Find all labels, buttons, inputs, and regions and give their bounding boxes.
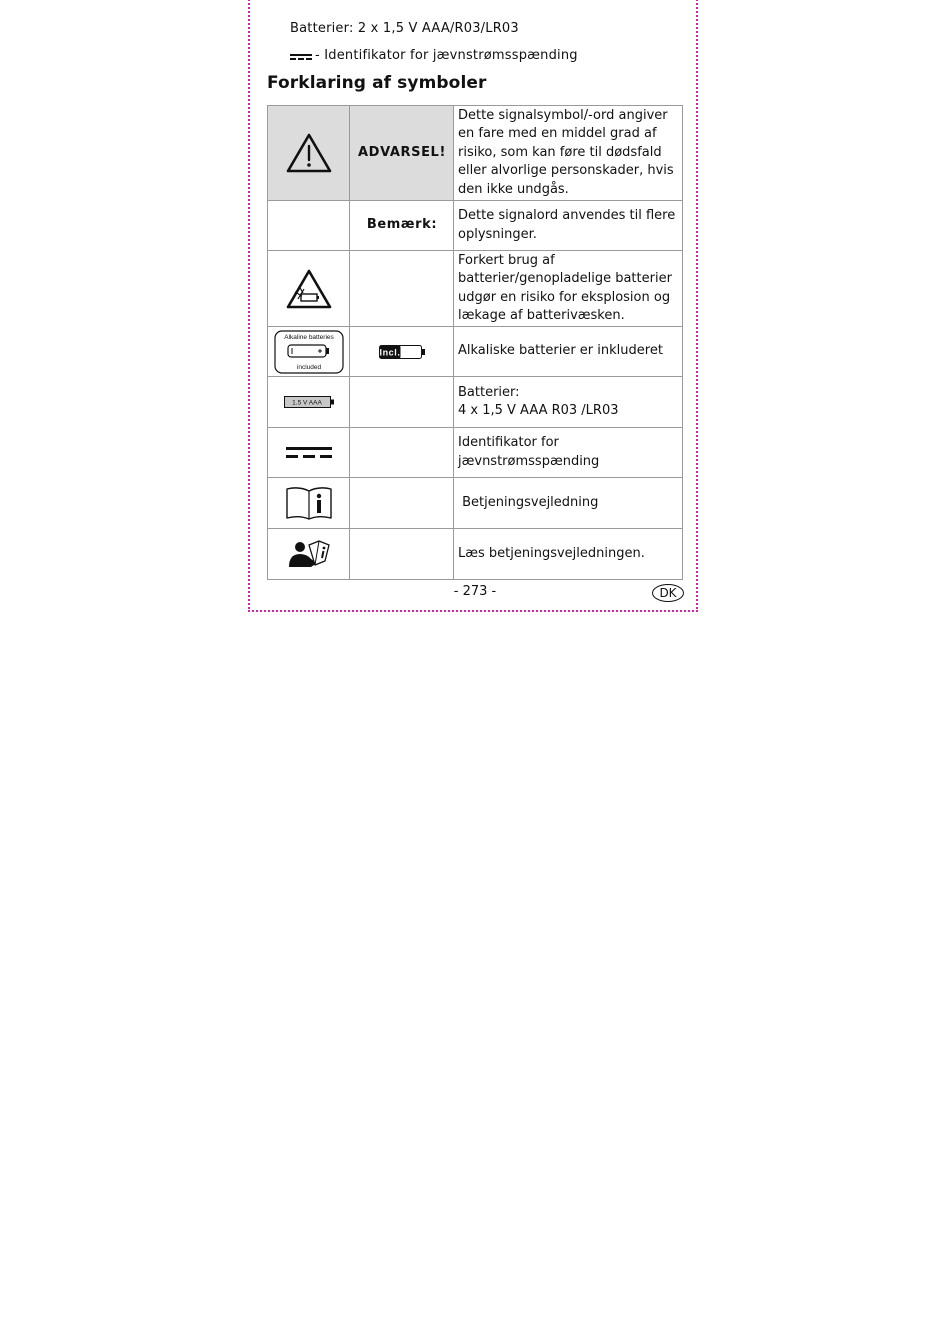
table-row xyxy=(268,529,683,580)
symbols-table xyxy=(267,105,683,580)
battery-explosion-warning-icon xyxy=(272,268,346,310)
table-row xyxy=(268,327,683,377)
signal-word-cell xyxy=(350,251,454,327)
alkaline-label-text: Alkaline batteries xyxy=(284,333,334,341)
symbol-cell xyxy=(268,106,350,201)
included-label-text: included xyxy=(296,363,322,371)
battery-spec-line: Batterier: 2 x 1,5 V AAA/R03/LR03 xyxy=(290,21,519,36)
page-number: - 273 - xyxy=(453,584,497,599)
table-row xyxy=(268,478,683,529)
description-cell xyxy=(454,377,683,428)
signal-word-cell xyxy=(350,327,454,377)
symbol-cell xyxy=(268,529,350,580)
symbol-cell xyxy=(268,251,350,327)
description-cell: Alkaliske batterier er inkluderet xyxy=(454,327,683,377)
signal-word-cell: Bemærk: xyxy=(350,201,454,251)
alkaline-batteries-included-icon xyxy=(272,330,346,374)
description-line: Identifikator for xyxy=(458,435,559,450)
symbol-cell xyxy=(268,377,350,428)
description-line: jævnstrømsspænding xyxy=(458,453,600,469)
country-code-badge: DK xyxy=(652,584,684,602)
table-row xyxy=(268,106,683,201)
description-line: Batterier: xyxy=(458,384,520,400)
description-cell xyxy=(454,428,683,478)
symbol-cell xyxy=(268,428,350,478)
incl-battery-icon xyxy=(354,345,450,359)
description-cell: Læs betjeningsvejledningen. xyxy=(454,529,683,580)
table-row xyxy=(268,201,683,251)
description-cell: Betjeningsvejledning xyxy=(454,478,683,529)
dc-voltage-icon xyxy=(272,447,346,459)
signal-word-cell xyxy=(350,377,454,428)
signal-word-cell: ADVARSEL! xyxy=(350,106,454,201)
signal-word-cell xyxy=(350,529,454,580)
dc-identifier-line xyxy=(290,48,578,63)
table-row xyxy=(268,377,683,428)
description-cell: Forkert brug af batterier/genopladelige batterier udgør en risiko for eksplosion og lækage af batterivæsken. xyxy=(454,251,683,327)
warning-triangle-icon xyxy=(272,132,346,174)
description-cell: Dette signalsymbol/-ord angiver en fare med en middel grad af risiko, som kan føre til dødsfald eller alvorlige personskader, hvis den ikke undgås. xyxy=(454,106,683,201)
table-row xyxy=(268,428,683,478)
table-row xyxy=(268,251,683,327)
symbol-cell xyxy=(268,201,350,251)
dc-voltage-mini-icon xyxy=(290,54,312,60)
aaa-battery-icon xyxy=(272,396,346,408)
symbol-cell xyxy=(268,327,350,377)
description-cell: Dette signalord anvendes til flere oplysninger. xyxy=(454,201,683,251)
dc-identifier-text: - Identifikator for jævnstrømsspænding xyxy=(315,48,578,63)
description-line: 4 x 1,5 V AAA R03 /LR03 xyxy=(458,403,619,418)
aaa-battery-label: 1.5 V AAA xyxy=(292,399,322,407)
signal-word-cell xyxy=(350,428,454,478)
incl-label-text: Incl. xyxy=(379,347,401,357)
symbol-cell xyxy=(268,478,350,529)
read-manual-icon xyxy=(272,539,346,569)
instruction-manual-icon xyxy=(272,485,346,521)
section-title: Forklaring af symboler xyxy=(267,73,487,93)
signal-word-cell xyxy=(350,478,454,529)
